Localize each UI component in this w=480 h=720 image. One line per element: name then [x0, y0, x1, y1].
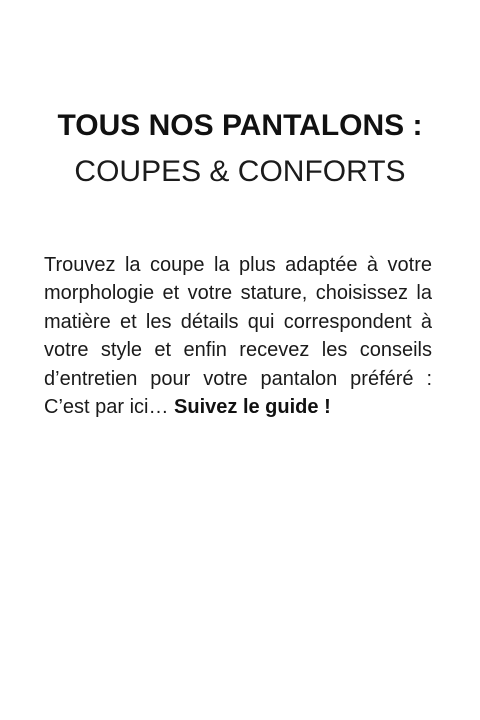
guide-cta: Suivez le guide ! [174, 396, 331, 419]
intro-text: Trouvez la coupe la plus adaptée à votre morphologie et votre stature, choisissez la matière et les détails qui correspondent à votre style et enfin recevez les conseils d’entretien pour votre pantalon préféré : C’est par ici… [44, 254, 432, 419]
intro-paragraph [44, 251, 432, 421]
page-title: TOUS NOS PANTALONS : [57, 109, 423, 142]
page-subtitle: COUPES & CONFORTS [74, 155, 406, 188]
title-block [0, 106, 480, 190]
